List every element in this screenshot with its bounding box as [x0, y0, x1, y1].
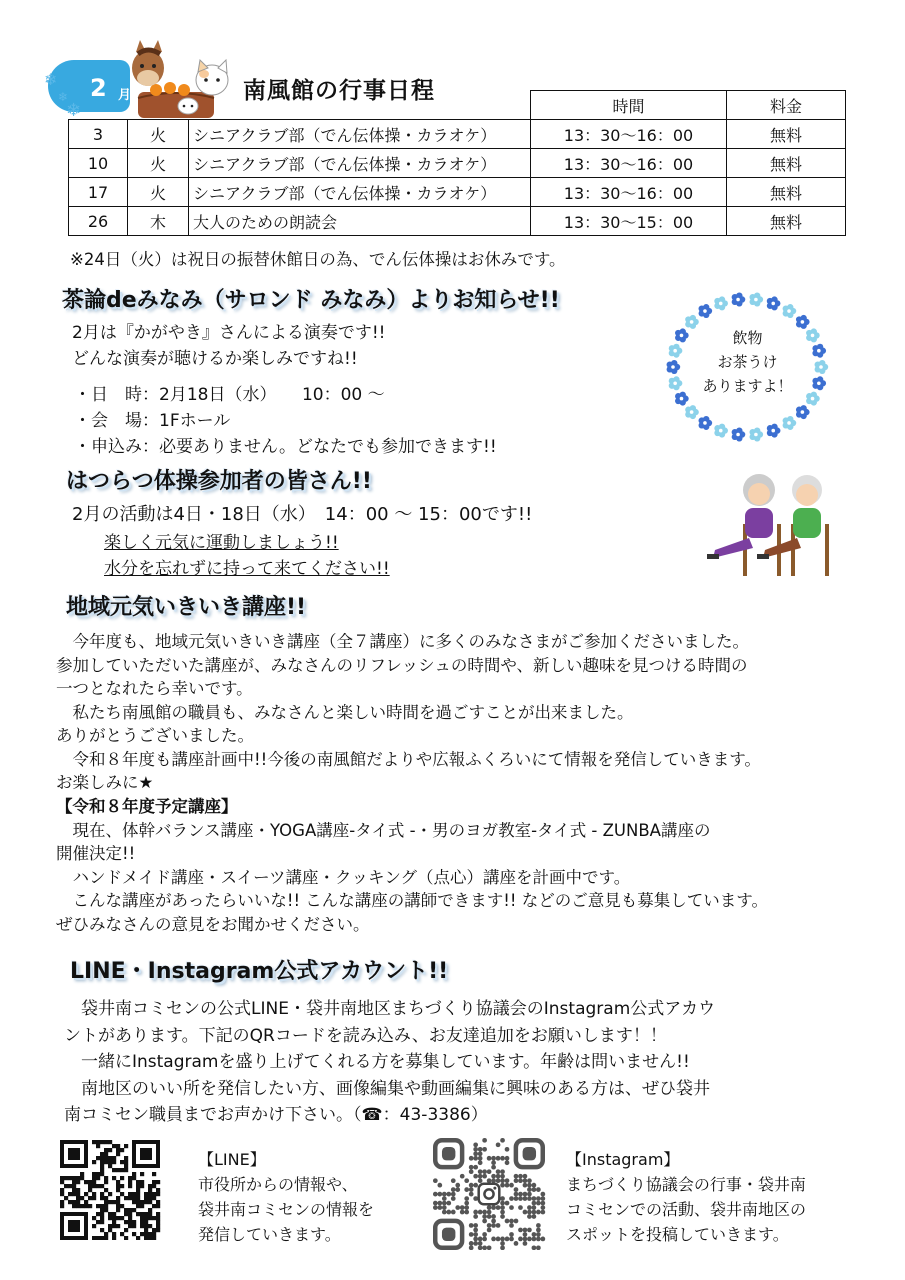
line-caption-line: 発信していきます。 — [198, 1225, 341, 1244]
exercise-heading: はつらつ体操参加者の皆さん!! — [66, 469, 372, 494]
row-fee: 無料 — [727, 149, 846, 178]
table-row — [69, 149, 846, 178]
row-fee: 無料 — [727, 207, 846, 236]
month-unit: 月 — [118, 88, 132, 103]
instagram-caption-line: まちづくり協議会の行事・袋井南 — [566, 1175, 806, 1194]
plan-line: こんな講座があったらいいな!! こんな講座の講師できます!! などのご意見も募集しています。 — [56, 891, 768, 910]
instagram-caption-line: スポットを投稿していきます。 — [566, 1225, 789, 1244]
flower-wreath-icon — [665, 290, 830, 445]
snowflake-icon: ❄ — [58, 90, 69, 104]
lecture-line: 今年度も、地域元気いきいき講座（全７講座）に多くのみなさまがご参加くださいました。 — [56, 632, 749, 651]
salon-heading: 茶論deみなみ（サロンド みなみ）よりお知らせ!! — [62, 288, 560, 313]
lecture-line: 私たち南風館の職員も、みなさんと楽しい時間を過ごすことが出来ました。 — [56, 702, 634, 722]
sns-line: 一緒にInstagramを盛り上げてくれる方を募集しています。年齢は問いません!! — [64, 1052, 690, 1072]
line-caption-line: 市役所からの情報や、 — [198, 1175, 358, 1194]
table-row — [69, 178, 846, 207]
page-title: 南風館の行事日程 — [243, 78, 435, 104]
instagram-caption-line: コミセンでの活動、袋井南地区の — [566, 1200, 807, 1219]
horse-mascot-icon — [126, 40, 236, 122]
sns-line: 南コミセン職員までお声かけ下さい。（☎：43-3386） — [64, 1105, 488, 1125]
cat-mascot-icon — [196, 60, 228, 95]
line-qr-code-icon[interactable] — [54, 1140, 166, 1240]
plan-line: ハンドメイド講座・スイーツ講座・クッキング（点心）講座を計画中です。 — [56, 867, 631, 887]
lecture-body — [56, 628, 768, 934]
row-date: 3 — [69, 120, 128, 149]
plan-line: 現在、体幹バランス講座・YOGA講座-タイ式 -・男のヨガ教室-タイ式 - ZUNBA講座の — [56, 820, 711, 840]
snowflake-icon: ❄ — [44, 70, 58, 89]
salon-line-2: どんな演奏が聴けるか楽しみですね!! — [72, 349, 358, 369]
exercise-line-3: 水分を忘れずに持って来てください!! — [104, 559, 390, 579]
row-event: シニアクラブ部（でん伝体操・カラオケ） — [189, 120, 531, 149]
row-event: シニアクラブ部（でん伝体操・カラオケ） — [189, 149, 531, 178]
lecture-line: お楽しみに★ — [56, 773, 154, 792]
sns-line: 南地区のいい所を発信したい方、画像編集や動画編集に興味のある方は、ぜひ袋井 — [64, 1078, 710, 1099]
snowflake-icon: ❄ — [66, 100, 82, 121]
lecture-line: 令和８年度も講座計画中!!今後の南風館だよりや広報ふくろいにて情報を発信していきます。 — [56, 749, 761, 769]
line-caption-line: 袋井南コミセンの情報を — [198, 1200, 375, 1219]
month-number: 2 — [90, 74, 107, 102]
salon-date: ・日 時：2月18日（水） 10：00 〜 — [74, 385, 385, 405]
table-row — [69, 207, 846, 236]
row-time: 13：30〜16：00 — [531, 120, 727, 149]
salon-line-1: 2月は『かがやき』さんによる演奏です!! — [72, 323, 386, 343]
sns-line: ントがあります。下記のQRコードを読み込み、お友達追加をお願いします！！ — [64, 1025, 667, 1046]
schedule-table — [68, 119, 846, 236]
row-date: 26 — [69, 207, 128, 236]
wreath-line: お茶うけ — [717, 353, 778, 371]
row-event: シニアクラブ部（でん伝体操・カラオケ） — [189, 178, 531, 207]
lecture-line: ありがとうございました。 — [56, 726, 254, 745]
row-date: 17 — [69, 178, 128, 207]
line-caption — [198, 1147, 374, 1247]
row-event: 大人のための朗読会 — [189, 207, 531, 236]
schedule-note: ※24日（火）は祝日の振替休館日の為、でん伝体操はお休みです。 — [70, 250, 566, 269]
line-caption-title: 【LINE】 — [198, 1150, 266, 1169]
row-weekday: 火 — [128, 178, 189, 207]
sns-body — [64, 994, 715, 1127]
column-time: 時間 — [531, 91, 727, 120]
wreath-line: ありますよ！ — [702, 377, 793, 395]
plan-line: ぜひみなさんの意見をお聞かせください。 — [56, 914, 370, 934]
row-time: 13：30〜16：00 — [531, 149, 727, 178]
sns-line: 袋井南コミセンの公式LINE・袋井南地区まちづくり協議会のInstagram公式アカウ — [64, 999, 716, 1019]
row-time: 13：30〜15：00 — [531, 207, 727, 236]
instagram-icon — [479, 1184, 500, 1205]
instagram-qr-code-icon[interactable] — [428, 1138, 550, 1250]
exercise-line-2: 楽しく元気に運動しましょう!! — [104, 533, 339, 553]
lecture-subheading: 【令和８年度予定講座】 — [56, 796, 238, 816]
row-weekday: 木 — [128, 207, 189, 236]
plan-line: 開催決定!! — [56, 844, 136, 863]
instagram-caption — [566, 1147, 806, 1247]
lecture-line: 参加していただいた講座が、みなさんのリフレッシュの時間や、新しい趣味を見つける時間の — [56, 655, 748, 675]
schedule-header — [530, 90, 846, 120]
row-fee: 無料 — [727, 178, 846, 207]
row-fee: 無料 — [727, 120, 846, 149]
salon-apply: ・申込み：必要ありません。どなたでも参加できます!! — [74, 437, 497, 457]
exercise-line-1: 2月の活動は4日・18日（水） 14：00 〜 15：00です!! — [72, 504, 533, 525]
lecture-line: 一つとなれたら幸いです。 — [56, 679, 253, 698]
row-weekday: 火 — [128, 149, 189, 178]
sns-heading: LINE・Instagram公式アカウント!! — [70, 959, 449, 984]
elderly-couple-icon — [705, 466, 835, 581]
row-date: 10 — [69, 149, 128, 178]
table-row — [69, 120, 846, 149]
salon-place: ・会 場：1Fホール — [74, 411, 231, 431]
column-fee: 料金 — [727, 91, 846, 120]
wreath-line: 飲物 — [732, 329, 763, 347]
instagram-caption-title: 【Instagram】 — [566, 1150, 680, 1169]
row-time: 13：30〜16：00 — [531, 178, 727, 207]
lecture-heading: 地域元気いきいき講座!! — [66, 595, 307, 620]
row-weekday: 火 — [128, 120, 189, 149]
month-badge — [48, 60, 130, 112]
